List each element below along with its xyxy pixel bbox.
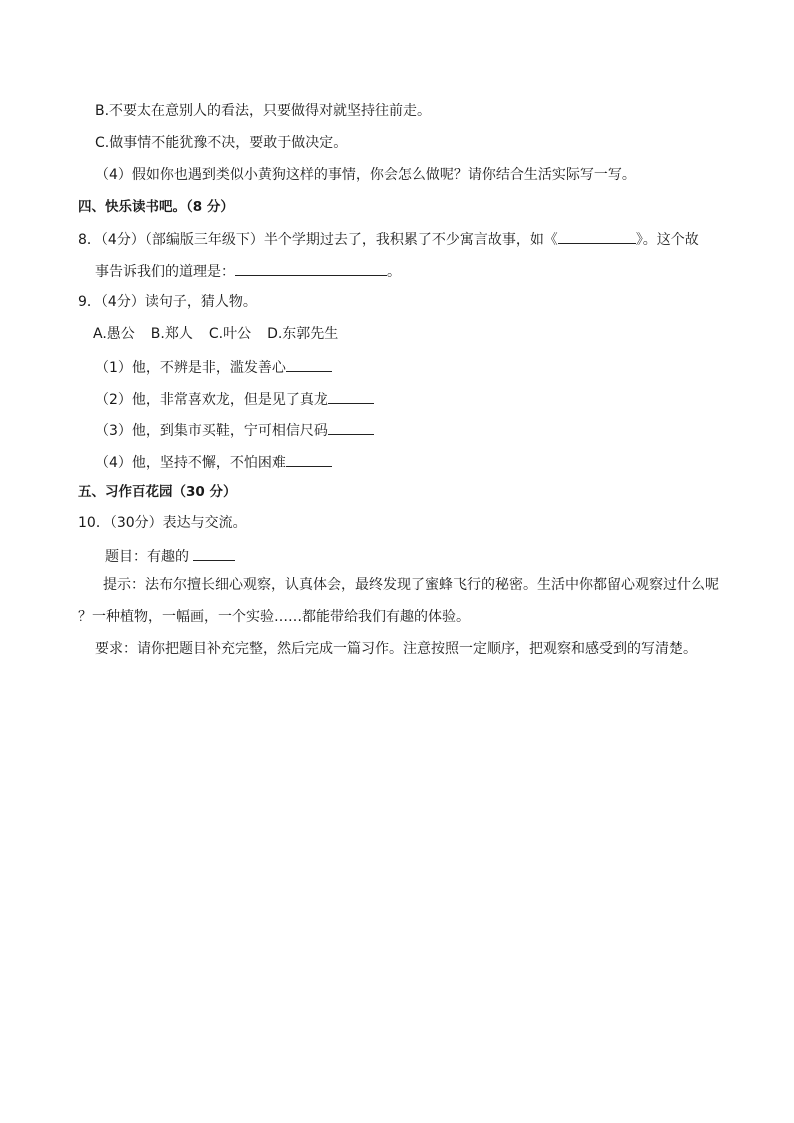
q8-line2: [95, 261, 401, 281]
q9-item-2-text: （2）他，非常喜欢龙，但是见了真龙: [95, 392, 328, 408]
q10-stem: 10．（30分）表达与交流。: [78, 515, 247, 531]
q9-item-2: [95, 389, 374, 409]
q10-title-label: 题目：有趣的: [105, 549, 189, 565]
q9-option-c: C.叶公: [208, 326, 252, 342]
q8-line2-end: 。: [387, 264, 401, 280]
q9-option-d: D.东郭先生: [267, 326, 339, 342]
q10-requirement: 要求：请你把题目补充完整，然后完成一篇习作。注意按照一定顺序，把观察和感受到的写清楚。: [95, 641, 697, 657]
q9-item-3-blank[interactable]: [328, 420, 374, 435]
q8-line1: [78, 229, 699, 249]
q10-hint-line2: ？一种植物，一幅画，一个实验……都能带给我们有趣的体验。: [78, 609, 470, 625]
q8-book-blank[interactable]: [558, 229, 636, 244]
q9-options: [93, 325, 338, 343]
q9-option-a: A.愚公: [93, 326, 135, 342]
q9-item-3: [95, 420, 374, 440]
q8-line2-text: 事告诉我们的道理是：: [95, 264, 235, 280]
q9-item-1: [95, 357, 332, 377]
q8-line1-text: 8．（4分）（部编版三年级下）半个学期过去了，我积累了不少寓言故事，如《: [78, 232, 558, 248]
q7-option-c: C.做事情不能犹豫不决，要敢于做决定。: [95, 135, 348, 151]
q10-hint-line1: 提示：法布尔擅长细心观察，认真体会，最终发现了蜜蜂飞行的秘密。生活中你都留心观察过什么呢: [103, 577, 719, 593]
q7-subquestion-4: （4）假如你也遇到类似小黄狗这样的事情，你会怎么做呢？请你结合生活实际写一写。: [95, 167, 636, 183]
q10-title-blank[interactable]: [193, 546, 235, 561]
q9-stem: 9．（4分）读句子，猜人物。: [78, 294, 257, 310]
q9-item-4-text: （4）他，坚持不懈，不怕困难: [95, 455, 286, 471]
q9-option-b: B.郑人: [150, 326, 193, 342]
q9-item-3-text: （3）他，到集市买鞋，宁可相信尺码: [95, 423, 328, 439]
section4-heading: 四、快乐读书吧。（8 分）: [78, 199, 234, 215]
q9-item-1-blank[interactable]: [286, 357, 332, 372]
section5-heading: 五、习作百花园（30 分）: [78, 484, 237, 500]
q9-item-2-blank[interactable]: [328, 389, 374, 404]
q10-title: [105, 546, 235, 566]
q9-item-1-text: （1）他，不辨是非，滥发善心: [95, 360, 286, 376]
q7-option-b: B.不要太在意别人的看法，只要做得对就坚持往前走。: [95, 103, 432, 119]
q9-item-4: [95, 452, 332, 472]
q8-line1-text-end: 》。这个故: [635, 232, 699, 248]
q8-moral-blank[interactable]: [235, 261, 387, 276]
q9-item-4-blank[interactable]: [286, 452, 332, 467]
